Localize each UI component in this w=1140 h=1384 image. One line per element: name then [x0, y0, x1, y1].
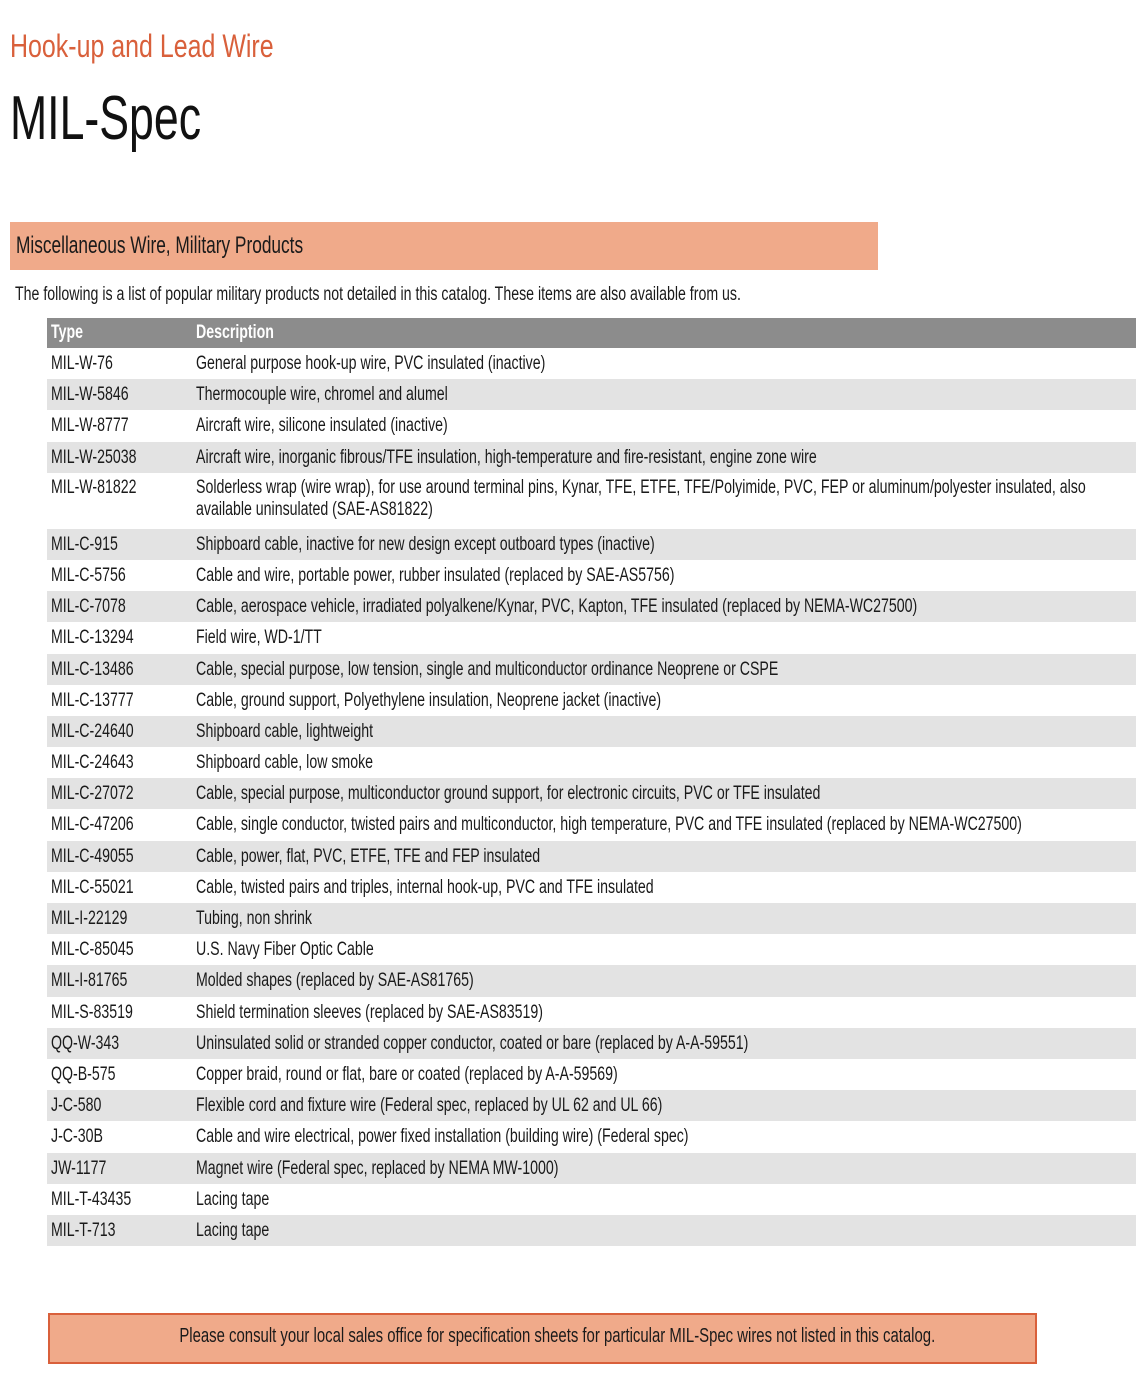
table-row [47, 473, 1136, 529]
table-body [47, 348, 1136, 1246]
cell-type: MIL-C-24640 [47, 716, 192, 747]
cell-type: MIL-C-47206 [51, 814, 134, 836]
table-row [47, 965, 1136, 996]
table-row [47, 442, 1136, 473]
cell-type: MIL-W-76 [51, 353, 113, 374]
table-row [47, 622, 1136, 653]
table-row [47, 560, 1136, 591]
cell-type: MIL-S-83519 [51, 1001, 133, 1023]
section-label: Hook-up and Lead Wire [10, 28, 274, 64]
cell-description: Cable, special purpose, multiconductor ground support, for electronic circuits, PVC or TFE insulated [192, 778, 1136, 809]
cell-type: MIL-C-13294 [51, 627, 134, 649]
table-row [47, 872, 1136, 903]
table-row [47, 1059, 1136, 1090]
intro-text: The following is a list of popular military products not detailed in this catalog. These items are also available from us. [15, 284, 741, 305]
cell-description: Cable, ground support, Polyethylene insulation, Neoprene jacket (inactive) [196, 689, 662, 711]
banner-label: Miscellaneous Wire, Military Products [16, 232, 304, 259]
cell-description: Solderless wrap (wire wrap), for use around terminal pins, Kynar, TFE, ETFE, TFE/Polyimide, PVC, FEP or aluminum/polyester insulated, also available uninsulated (SAE-AS81822) [196, 476, 1086, 520]
category-banner [10, 222, 878, 270]
table-row [47, 903, 1136, 934]
cell-type: MIL-W-5846 [47, 379, 192, 410]
cell-type: MIL-W-81822 [51, 476, 137, 498]
products-table-container [47, 318, 1136, 1246]
cell-description: Cable, twisted pairs and triples, internal hook-up, PVC and TFE insulated [196, 876, 654, 898]
cell-description: Cable, power, flat, PVC, ETFE, TFE and FEP insulated [192, 841, 1136, 872]
cell-description: Shipboard cable, inactive for new design except outboard types (inactive) [192, 529, 1136, 560]
cell-type: MIL-C-7078 [47, 591, 192, 622]
cell-type: QQ-W-343 [47, 1028, 192, 1059]
cell-type: MIL-C-85045 [51, 939, 134, 961]
cell-type: MIL-W-25038 [47, 442, 192, 473]
footer-note-box [48, 1313, 1037, 1364]
page-title: MIL-Spec [10, 84, 202, 153]
table-row [47, 654, 1136, 685]
cell-description: Aircraft wire, silicone insulated (inactive) [196, 415, 448, 437]
cell-description: Lacing tape [196, 1188, 270, 1210]
cell-type: JW-1177 [47, 1153, 192, 1184]
table-row [47, 379, 1136, 410]
table-row [47, 747, 1136, 778]
cell-description: Cable, single conductor, twisted pairs and multiconductor, high temperature, PVC and TFE insulated (replaced by NEMA-WC27500) [196, 814, 1022, 836]
cell-description: Thermocouple wire, chromel and alumel [192, 379, 1136, 410]
table-row [47, 685, 1136, 716]
table-header-row [47, 318, 1136, 348]
cell-description: General purpose hook-up wire, PVC insulated (inactive) [196, 353, 546, 374]
cell-description: Field wire, WD-1/TT [196, 627, 322, 649]
cell-description: Shield termination sleeves (replaced by SAE-AS83519) [196, 1001, 543, 1023]
table-row [47, 1121, 1136, 1152]
cell-description: Uninsulated solid or stranded copper conductor, coated or bare (replaced by A-A-59551) [192, 1028, 1136, 1059]
cell-type: MIL-C-13777 [51, 689, 134, 711]
cell-type: MIL-C-27072 [47, 778, 192, 809]
cell-type: MIL-W-8777 [51, 415, 129, 437]
cell-type: MIL-I-81765 [47, 965, 192, 996]
cell-type: MIL-I-22129 [47, 903, 192, 934]
cell-description: Copper braid, round or flat, bare or coated (replaced by A-A-59569) [196, 1063, 618, 1085]
cell-description: Cable and wire electrical, power fixed installation (building wire) (Federal spec) [196, 1126, 689, 1148]
cell-description: Shipboard cable, lightweight [192, 716, 1136, 747]
footer-note: Please consult your local sales office for specification sheets for particular MIL-Spec wires not listed in this catalog. [179, 1325, 936, 1347]
cell-description: Flexible cord and fixture wire (Federal spec, replaced by UL 62 and UL 66) [192, 1090, 1136, 1121]
cell-type: MIL-T-713 [47, 1215, 192, 1246]
cell-type: J-C-30B [51, 1126, 103, 1148]
cell-description: Cable, special purpose, low tension, single and multiconductor ordinance Neoprene or CSPE [192, 654, 1136, 685]
table-row [47, 1184, 1136, 1215]
column-header-description: Description [192, 318, 1136, 348]
cell-description: Cable, aerospace vehicle, irradiated polyalkene/Kynar, PVC, Kapton, TFE insulated (replaced by NEMA-WC27500) [192, 591, 1136, 622]
cell-type: MIL-C-915 [47, 529, 192, 560]
cell-description: Aircraft wire, inorganic fibrous/TFE insulation, high-temperature and fire-resistant, engine zone wire [192, 442, 1136, 473]
table-row [47, 934, 1136, 965]
cell-description: Shipboard cable, low smoke [196, 752, 374, 774]
table-row [47, 410, 1136, 441]
table-row [47, 1028, 1136, 1059]
cell-type: J-C-580 [47, 1090, 192, 1121]
cell-description: Tubing, non shrink [192, 903, 1136, 934]
cell-type: MIL-C-5756 [51, 564, 126, 586]
table-row [47, 1153, 1136, 1184]
cell-type: MIL-C-49055 [47, 841, 192, 872]
table-row [47, 716, 1136, 747]
cell-type: MIL-T-43435 [51, 1188, 132, 1210]
table-row [47, 1090, 1136, 1121]
cell-description: Molded shapes (replaced by SAE-AS81765) [192, 965, 1136, 996]
table-row [47, 1215, 1136, 1246]
table-row [47, 591, 1136, 622]
cell-description: U.S. Navy Fiber Optic Cable [196, 939, 374, 961]
cell-type: QQ-B-575 [51, 1063, 116, 1085]
cell-type: MIL-C-24643 [51, 752, 134, 774]
column-header-type: Type [47, 318, 192, 348]
cell-type: MIL-C-13486 [47, 654, 192, 685]
cell-description: Magnet wire (Federal spec, replaced by NEMA MW-1000) [192, 1153, 1136, 1184]
cell-description: Lacing tape [192, 1215, 1136, 1246]
table-row [47, 529, 1136, 560]
table-row [47, 778, 1136, 809]
table-row [47, 997, 1136, 1028]
table-row [47, 809, 1136, 840]
products-table [47, 318, 1136, 1246]
cell-description: Cable and wire, portable power, rubber insulated (replaced by SAE-AS5756) [196, 564, 675, 586]
table-row [47, 348, 1136, 379]
cell-type: MIL-C-55021 [51, 876, 134, 898]
table-row [47, 841, 1136, 872]
